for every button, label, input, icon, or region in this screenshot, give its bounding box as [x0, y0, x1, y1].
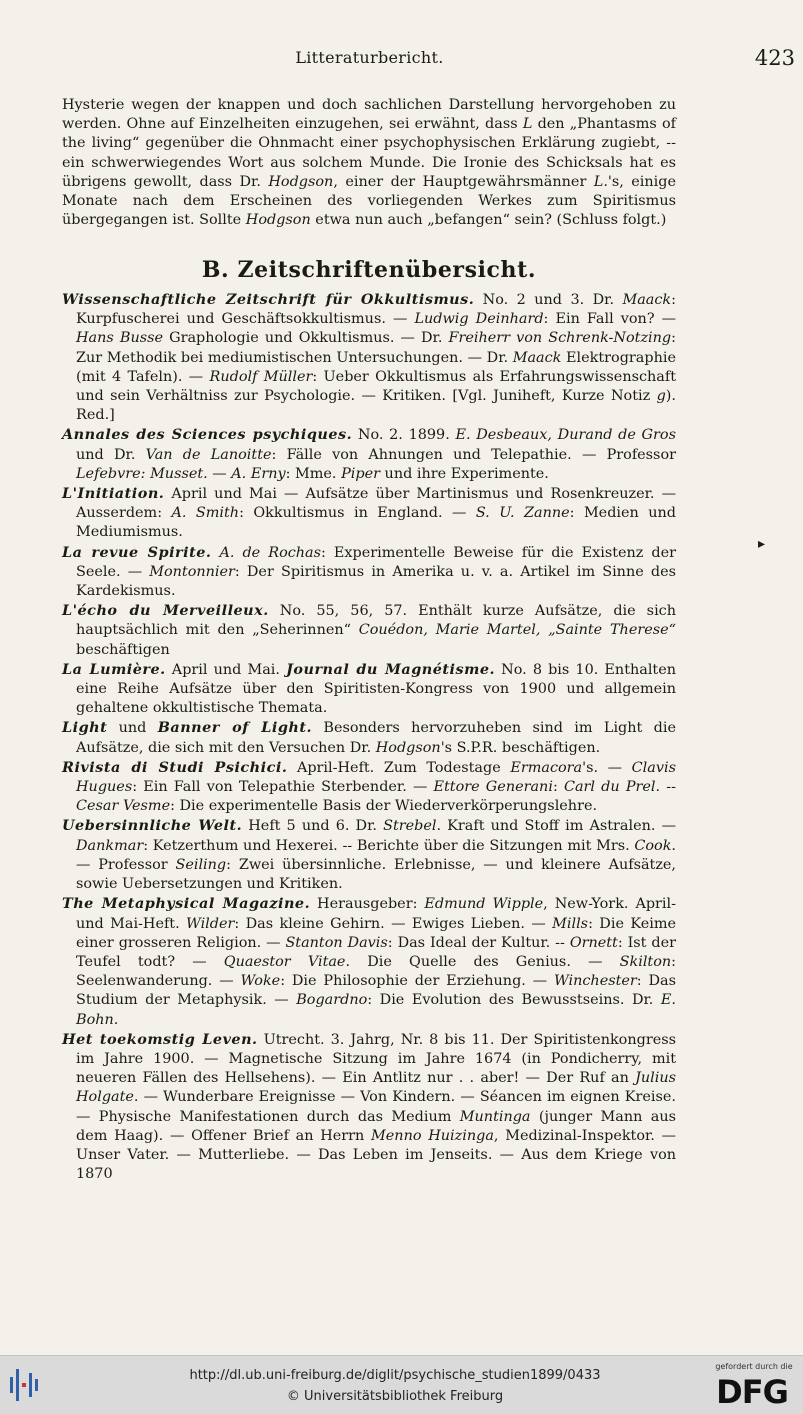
- journal-entry: [62, 816, 676, 894]
- author-name: Strebel: [383, 818, 437, 835]
- body-text-run: ). Red.]: [76, 388, 676, 424]
- journal-entry: [62, 894, 676, 1029]
- author-name: Hans Busse: [76, 330, 163, 347]
- author-name: Menno Huizinga: [371, 1127, 494, 1144]
- body-text-run: --: [660, 779, 676, 796]
- author-name: Stanton Davis: [285, 934, 388, 951]
- author-name: Dankmar: [76, 837, 144, 854]
- author-name: Ludwig Deinhard: [414, 311, 544, 328]
- journal-title: Wissenschaftliche Zeitschrift für Okkultismus.: [62, 291, 475, 308]
- author-name: E. Desbeaux, Durand de Gros: [455, 427, 676, 444]
- body-text-run: , New-York. April- und Mai-Heft.: [76, 896, 676, 932]
- body-text-run: : Das Ideal der Kultur. --: [387, 934, 570, 951]
- body-text-run: Herausgeber:: [310, 896, 425, 913]
- journal-title: Annales des Sciences psychiques.: [62, 426, 353, 444]
- journal-entry: [62, 1030, 676, 1185]
- journal-review-list: [62, 290, 676, 1184]
- body-text-run: .: [113, 1011, 119, 1028]
- body-text-run: . Die Quelle des Genius. —: [345, 953, 620, 970]
- body-text-run: 's. —: [582, 759, 632, 776]
- journal-title: La revue Spirite.: [62, 543, 212, 561]
- author-name: Muntinga: [459, 1108, 531, 1125]
- body-text-run: : Ketzerthum und Hexerei. -- Berichte über die Sitzungen mit Mrs.: [143, 837, 635, 854]
- journal-title: Het toekomstig Leven.: [62, 1030, 258, 1048]
- body-text-run: . — Professor: [76, 837, 676, 873]
- body-text-run: : Ein Fall von? —: [543, 311, 676, 328]
- body-text-run: Elektrographie (mit 4 Tafeln). —: [76, 349, 676, 385]
- body-text-run: etwa nun auch „befangen“ sein? (Schluss folgt.): [310, 212, 667, 229]
- journal-title: Rivista di Studi Psichici.: [62, 758, 288, 776]
- body-text-run: : Mme.: [285, 465, 342, 482]
- body-text-run: : Zur Methodik bei mediumistischen Untersuchungen. — Dr.: [76, 330, 676, 366]
- body-text-run: :: [552, 779, 564, 796]
- margin-mark: ▸: [758, 536, 766, 552]
- author-name: Hodgson: [245, 212, 311, 229]
- journal-title: La Lumière.: [62, 660, 166, 678]
- body-text-run: : Ein Fall von Telepathie Sterbender. —: [132, 779, 434, 796]
- author-name: Ettore Generani: [433, 779, 553, 796]
- body-text-run: , Medizinal-Inspektor. — Unser Vater. — Mutterliebe. — Das Leben im Jenseits. — Aus dem Kriege von 1870: [76, 1127, 677, 1183]
- body-text-run: : Medien und Mediumismus.: [76, 505, 676, 541]
- author-name: S. U. Zanne: [475, 505, 570, 522]
- library-logo-icon: [10, 1369, 40, 1401]
- running-head: [62, 46, 795, 74]
- body-text-run: : Der Spiritismus in Amerika u. v. a. Artikel im Sinne des Kardekismus.: [76, 563, 676, 600]
- body-text-run: und Dr.: [76, 446, 146, 463]
- journal-title: Journal du Magnétisme.: [286, 660, 495, 678]
- body-text-run: : Die experimentelle Basis der Wiederverkörperungslehre.: [170, 798, 598, 815]
- journal-entry: [62, 660, 676, 719]
- body-text-run: : Fälle von Ahnungen und Telepathie. — Professor: [271, 446, 676, 463]
- author-name: Piper: [341, 465, 380, 482]
- author-name: Mills: [552, 915, 589, 932]
- author-name: Maack: [512, 349, 562, 366]
- author-name: Quaestor Vitae: [223, 953, 346, 970]
- journal-entry: [62, 425, 676, 484]
- author-name: g: [656, 388, 666, 405]
- body-text-run: Graphologie und Okkultismus. — Dr.: [163, 330, 449, 347]
- body-text-run: Heft 5 und 6. Dr.: [242, 818, 384, 835]
- author-name: Couédon, Marie Martel, „Sainte Therese“: [358, 622, 676, 639]
- body-text-run: April und Mai — Aufsätze über Martinismus und Rosenkreuzer. — Ausserdem:: [76, 486, 676, 522]
- body-text-run: den „Phantasms of the living“ gegenüber die Ohnmacht einer psychophysischen Erklärung zugiebt, -- ein schwerwiegendes Wort aus solchem Munde. Die Ironie des Schicksals hat es übrigens gewollt, dass Dr.: [62, 116, 677, 190]
- author-name: A. Smith: [171, 505, 240, 522]
- body-text-run: Hysterie wegen der knappen und doch sachlichen Darstellung hervorgehoben zu werden. Ohne auf Einzelheiten einzugehen, sei erwähnt, dass: [62, 97, 676, 133]
- copyright-notice: © Universitätsbibliothek Freiburg: [286, 1389, 504, 1404]
- author-name: A. de Rochas: [219, 544, 322, 561]
- author-name: Maack: [622, 292, 672, 308]
- body-text-run: : Ueber Okkultismus als Erfahrungswissenschaft und sein Verhältniss zur Psychologie. — Kritiken. [Vgl. Juniheft, Kurze Notiz: [76, 368, 676, 405]
- section-heading: B. Zeitschriftenübersicht.: [201, 257, 537, 283]
- author-name: Lefebvre: Musset.: [76, 465, 208, 482]
- author-name: Skilton: [619, 953, 672, 970]
- body-text-run: No. 55, 56, 57. Enthält kurze Aufsätze, die sich hauptsächlich mit den „Seherinnen“: [76, 603, 677, 639]
- journal-title: The Metaphysical Magazine.: [62, 895, 311, 913]
- body-text-run: April und Mai.: [165, 661, 287, 678]
- intro-text: [62, 96, 676, 230]
- body-text-run: (junger Mann aus dem Haag). — Offener Brief an Herrn: [76, 1108, 677, 1144]
- body-text-run: . — Wunderbare Ereignisse — Von Kindern. — Séancen im eignen Kreise. — Physische Manifestationen durch das Medium: [76, 1089, 676, 1125]
- dfg-logo: DFG: [716, 1373, 788, 1411]
- body-text-run: : Die Evolution des Bewusstseins. Dr.: [367, 992, 661, 1009]
- author-name: Ermacora: [510, 759, 583, 776]
- body-text-run: 's S.P.R. beschäftigen.: [440, 739, 601, 756]
- author-name: Montonnier: [149, 563, 235, 580]
- author-name: L: [522, 116, 533, 133]
- body-text-run: : Zwei übersinnliche. Erlebnisse, — und kleinere Aufsätze, sowie Uebersetzungen und Kritiken.: [76, 856, 676, 893]
- body-text-run: : Experimentelle Beweise für die Existenz der Seele. —: [76, 544, 677, 580]
- journal-entry: [62, 758, 676, 817]
- author-name: Edmund Wipple: [424, 896, 544, 913]
- author-name: Wilder: [186, 915, 235, 932]
- author-name: Seiling: [175, 856, 227, 873]
- body-text-run: . Kraft und Stoff im Astralen. —: [436, 818, 676, 835]
- funding-note: gefordert durch die: [715, 1362, 793, 1371]
- body-text-run: beschäftigen: [76, 641, 170, 658]
- author-name: Freiherr von Schrenk-Notzing: [448, 330, 672, 347]
- body-text-run: No. 8 bis 10. Enthalten eine Reihe Aufsätze über den Spiritisten-Kongress von 1900 und allgemein gehaltene okkultistische Themata.: [76, 661, 676, 717]
- body-text-run: und: [107, 720, 158, 737]
- body-text-run: April-Heft. Zum Todestage: [287, 759, 511, 776]
- author-name: Winchester: [553, 973, 637, 990]
- author-name: Rudolf Müller: [209, 368, 313, 385]
- author-name: Clavis Hugues: [76, 759, 676, 796]
- body-text-run: Besonders hervorzuheben sind im Light die Aufsätze, die sich mit den Versuchen Dr.: [76, 720, 676, 756]
- journal-entry: [62, 484, 676, 543]
- journal-title: Light: [62, 719, 108, 737]
- body-text-run: : Seelenwanderung. —: [76, 953, 676, 990]
- body-text-run: : Das Studium der Metaphysik. —: [76, 973, 676, 1009]
- author-name: Cook: [634, 837, 672, 854]
- journal-title: L'Initiation.: [62, 485, 165, 503]
- body-text-run: : Kurpfuscherei und Geschäftsokkultismus. —: [76, 292, 676, 328]
- author-name: Carl du Prel.: [563, 779, 661, 796]
- body-text-run: : Okkultismus in England. —: [239, 505, 476, 522]
- journal-title: L'écho du Merveilleux.: [62, 602, 269, 620]
- body-text-run: : Die Philosophie der Erziehung. —: [280, 973, 554, 990]
- body-text-run: No. 2 und 3. Dr.: [474, 292, 623, 308]
- author-name: Bogardno: [296, 992, 368, 1009]
- body-text-run: No. 2. 1899.: [352, 427, 456, 444]
- body-text-run: , einer der Hauptgewährsmänner: [333, 173, 594, 190]
- body-text-run: : Ist der Teufel todt? —: [76, 934, 676, 970]
- author-name: Ornett: [569, 934, 618, 951]
- body-text-run: —: [207, 465, 232, 482]
- journal-title: Banner of Light.: [157, 719, 313, 737]
- body-text-run: und ihre Experimente.: [379, 465, 549, 482]
- author-name: Woke: [240, 973, 281, 990]
- journal-entry: [62, 290, 676, 425]
- journal-entry: [62, 601, 676, 660]
- author-name: E. Bohn: [76, 992, 676, 1028]
- author-name: Van de Lanoitte: [145, 446, 272, 463]
- page-number: 423: [754, 46, 795, 70]
- author-name: Cesar Vesme: [76, 798, 171, 815]
- journal-entry: [62, 543, 676, 602]
- body-text-run: : Das kleine Gehirn. — Ewiges Lieben. —: [234, 915, 553, 932]
- body-text-run: Utrecht. 3. Jahrg, Nr. 8 bis 11. Der Spiritistenkongress im Jahre 1900. — Magnetische Sitzung im Jahre 1674 (in Pondicherry, mit neueren Fällen des Hellsehens). — Ein Antlitz nur . . aber! — Der Ruf an: [76, 1031, 676, 1087]
- author-name: Hodgson: [268, 173, 334, 190]
- footer-bar: [0, 1355, 803, 1414]
- author-name: Julius Holgate: [76, 1070, 676, 1106]
- body-text-run: 's, einige Monate nach dem Erscheinen des vorliegenden Werkes zum Spiritismus übergegangen ist. Sollte: [62, 173, 676, 229]
- intro-paragraph: [62, 96, 676, 230]
- journal-title: Uebersinnliche Welt.: [62, 817, 243, 835]
- running-title: Litteraturbericht.: [295, 48, 444, 67]
- author-name: L.: [593, 173, 608, 190]
- journal-entry: [62, 718, 676, 757]
- permalink-url[interactable]: http://dl.ub.uni-freiburg.de/diglit/psychische_studien1899/0433: [189, 1368, 601, 1383]
- author-name: Hodgson: [375, 739, 441, 756]
- body-text-run: : Die Keime einer grosseren Religion. —: [76, 915, 676, 951]
- author-name: A. Erny: [231, 465, 286, 482]
